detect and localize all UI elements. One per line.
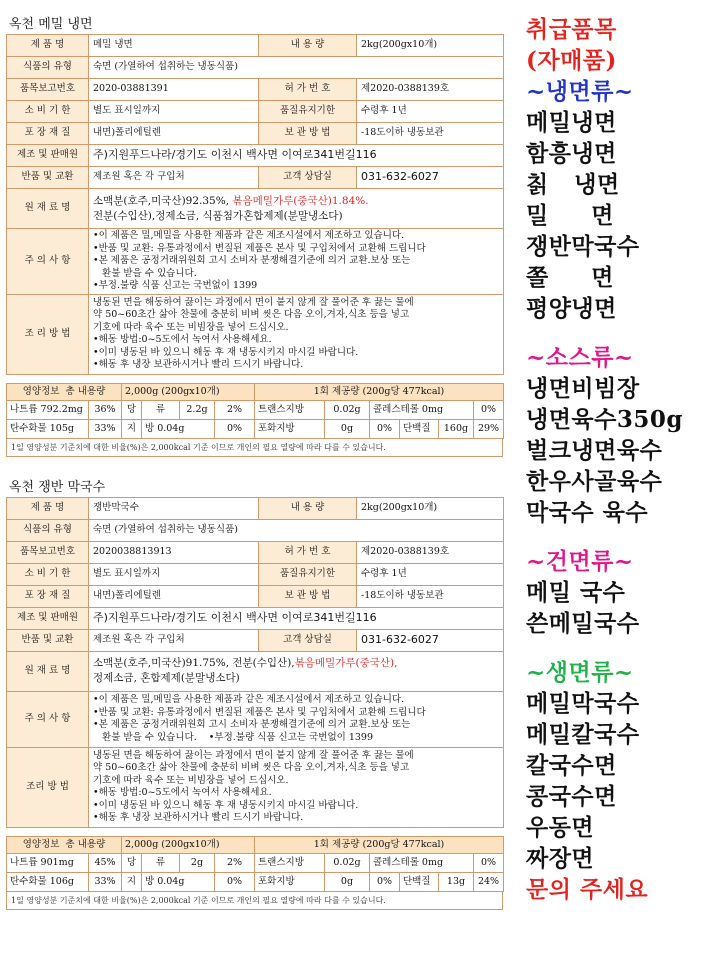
- quality-value: 수령후 1년: [357, 101, 504, 123]
- name-value: 메밀 냉면: [89, 35, 259, 57]
- ingredient-main: 소맥분(호주,미국산)91.75%, 전분(수입산),: [93, 657, 295, 669]
- product-spec-table: [6, 497, 504, 828]
- lineup-item: 막국수 육수: [526, 499, 649, 526]
- quality-label: 품질유지기한: [259, 563, 357, 585]
- expiry-label: 소 비 기 한: [7, 101, 89, 123]
- type-value: 숙면 (가열하여 섭취하는 냉동식품): [89, 519, 504, 541]
- sodium-label: 나트륨 901mg: [7, 853, 89, 872]
- lineup-item: 메밀막국수: [526, 690, 640, 717]
- cook-line: •해동 후 냉장 보관하시거나 빨리 드시기 바랍니다.: [93, 812, 304, 823]
- cook-line: 냉동된 면을 해동하여 끓이는 과정에서 면이 붙지 않게 잘 풀어준 후 끓는 물에: [93, 749, 414, 761]
- lineup-item: 밀 면: [526, 202, 614, 229]
- sodium-pct: 45%: [89, 853, 122, 872]
- maker-value: 주)지원푸드나라/경기도 이천시 백사면 이여로341번길116: [89, 607, 504, 629]
- maker-value: 주)지원푸드나라/경기도 이천시 백사면 이여로341번길116: [89, 145, 504, 167]
- lineup-item: 칡 냉면: [526, 171, 620, 198]
- fat-label-a: 지: [122, 419, 142, 438]
- quality-value: 수령후 1년: [357, 563, 504, 585]
- pack-label: 포 장 재 질: [7, 123, 89, 145]
- lineup-item: 평양냉면: [526, 295, 617, 322]
- caution-value: [89, 229, 504, 295]
- trans-fat-label: 트랜스지방: [255, 853, 325, 872]
- protein-pct: 24%: [474, 872, 504, 891]
- nutrition-heading: 영양정보 총 내용량: [7, 836, 122, 853]
- lineup-item: 벌크냉면육수: [526, 437, 663, 464]
- license-label: 허 가 번 호: [259, 79, 357, 101]
- cook-line: •이미 냉동된 바 있으니 해동 후 재 냉동시키지 마시길 바랍니다.: [93, 799, 359, 811]
- product-spec-table: [6, 34, 504, 375]
- sugar-pct: 2%: [215, 400, 255, 419]
- nutrition-footnote: 1일 영양성분 기준치에 대한 비율(%)은 2,000kcal 기준 이므로 개인의 필요 열량에 따라 다를 수 있습니다.: [6, 892, 503, 910]
- ingredient-value: [89, 651, 504, 691]
- sat-fat-value: 0g: [325, 419, 370, 438]
- cook-line: 약 50~60초간 삶아 찬물에 충분히 비벼 씻은 다음 오이,겨자,식초 등을 넣고: [93, 309, 410, 320]
- carb-pct: 33%: [89, 872, 122, 891]
- license-label: 허 가 번 호: [259, 541, 357, 563]
- ingredient-label: 원 재 료 명: [7, 651, 89, 691]
- cholesterol-pct: 0%: [474, 400, 504, 419]
- fat-value: 방 0.04g: [142, 419, 215, 438]
- cook-line: •해동 후 냉장 보관하시거나 빨리 드시기 바랍니다.: [93, 359, 304, 370]
- contact-prompt: 문의 주세요: [526, 876, 649, 903]
- lineup-item: 쟁반막국수: [526, 233, 640, 260]
- caution-line: •부정.불량 식품 신고는 국번없이 1399: [93, 280, 258, 291]
- trans-fat-value: 0.02g: [325, 853, 370, 872]
- lineup-item: 냉면육수350g: [526, 406, 683, 433]
- ingredient-main: 소맥분(호주,미국산)92.35%,: [93, 194, 233, 207]
- cook-line: •이미 냉동된 바 있으니 해동 후 재 냉동시키지 마시길 바랍니다.: [93, 346, 359, 358]
- name-label: 제 품 명: [7, 497, 89, 519]
- report-value: 2020-03881391: [89, 79, 259, 101]
- sugar-label-b: 류: [142, 853, 180, 872]
- cook-value: [89, 747, 504, 827]
- lineup-item: 쓴메밀국수: [526, 610, 640, 637]
- lineup-item: 한우사골육수: [526, 468, 663, 495]
- report-value: 2020038813913: [89, 541, 259, 563]
- exchange-value: 제조원 혹은 각 구입처: [89, 167, 259, 189]
- cook-line: •해동 방법:0~5도에서 녹여서 사용해세요.: [93, 787, 272, 798]
- nutrition-footnote: 1일 영양성분 기준치에 대한 비율(%)은 2,000kcal 기준 이므로 개인의 필요 열량에 따라 다를 수 있습니다.: [6, 439, 503, 457]
- lineup-subheading: (자매품): [526, 47, 617, 74]
- caution-line: •이 제품은 밀,메밀을 사용한 제품과 같은 제조시설에서 제조하고 있습니다.: [93, 694, 405, 705]
- cook-line: 기호에 따라 육수 또는 비빔장을 넣어 드십시오.: [93, 321, 289, 333]
- lineup-item: 콩국수면: [526, 783, 617, 810]
- protein-label: 단백질: [400, 419, 439, 438]
- caution-line: 환불 받을 수 있습니다. •부정.불량 식품 신고는 국번없이 1399: [93, 731, 373, 743]
- cook-line: •해동 방법:0~5도에서 녹여서 사용해세요.: [93, 334, 272, 345]
- protein-value: 13g: [439, 872, 474, 891]
- lineup-heading: 취급품목: [526, 16, 617, 43]
- caution-label: 주 의 사 항: [7, 691, 89, 747]
- ingredient-highlight: 볶음메밀가루(중국산)1.84%.: [232, 194, 369, 207]
- nutrition-table: [6, 383, 504, 439]
- sugar-value: 2.2g: [180, 400, 215, 419]
- cook-line: 기호에 따라 육수 또는 비빔장을 넣어 드십시오.: [93, 774, 289, 786]
- storage-label: 보 관 방 법: [259, 123, 357, 145]
- category-noodle: ~냉면류~: [526, 78, 634, 105]
- cholesterol-label: 콜레스테롤 0mg: [370, 400, 474, 419]
- sugar-pct: 2%: [215, 853, 255, 872]
- ingredient-rest: 전분(수입산),정제소금, 식품첨가혼합제제(분말냉소다): [93, 209, 343, 222]
- caution-line: •본 제품은 공정거래위원회 고시 소비자 분쟁해결기준에 의거 교환.보상 또는: [93, 719, 411, 730]
- caution-value: [89, 691, 504, 747]
- license-value: 제2020-0388139호: [357, 541, 504, 563]
- nutrition-total: 2,000g (200gx10개): [122, 836, 255, 853]
- sugar-value: 2g: [180, 853, 215, 872]
- name-value: 쟁반막국수: [89, 497, 259, 519]
- caution-line: •본 제품은 공정거래위원회 고시 소비자 분쟁해결기준에 의거 교환.보상 또는: [93, 255, 411, 266]
- fat-pct: 0%: [215, 419, 255, 438]
- storage-value: -18도이하 냉동보관: [357, 123, 504, 145]
- sat-fat-pct: 0%: [370, 872, 400, 891]
- nutrition-total: 2,000g (200gx10개): [122, 383, 255, 400]
- expiry-value: 별도 표시일까지: [89, 563, 259, 585]
- cs-label: 고객 상담실: [259, 167, 357, 189]
- sat-fat-value: 0g: [325, 872, 370, 891]
- cs-label: 고객 상담실: [259, 629, 357, 651]
- product-title: 옥천 메밀 냉면: [9, 17, 93, 32]
- nutrition-serving: 1회 제공량 (200g당 477kcal): [255, 383, 504, 400]
- content-value: 2kg(200gx10개): [357, 497, 504, 519]
- cs-value: 031-632-6027: [357, 629, 504, 651]
- license-value: 제2020-0388139호: [357, 79, 504, 101]
- name-label: 제 품 명: [7, 35, 89, 57]
- ingredient-rest: 정제소금, 혼합제제(분말냉소다): [93, 672, 240, 684]
- report-label: 품목보고번호: [7, 79, 89, 101]
- lineup-item: 함흥냉면: [526, 140, 617, 167]
- pack-label: 포 장 재 질: [7, 585, 89, 607]
- type-value: 숙면 (가열하여 섭취하는 냉동식품): [89, 57, 504, 79]
- trans-fat-label: 트랜스지방: [255, 400, 325, 419]
- cholesterol-label: 콜레스테롤 0mg: [370, 853, 474, 872]
- ingredient-value: [89, 189, 504, 229]
- sodium-pct: 36%: [89, 400, 122, 419]
- caution-line: •이 제품은 밀,메밀을 사용한 제품과 같은 제조시설에서 제조하고 있습니다.: [93, 230, 405, 241]
- storage-value: -18도이하 냉동보관: [357, 585, 504, 607]
- cs-value: 031-632-6027: [357, 167, 504, 189]
- fat-label-a: 지: [122, 872, 142, 891]
- report-label: 품목보고번호: [7, 541, 89, 563]
- lineup-item: 메밀칼국수: [526, 721, 640, 748]
- sugar-label-a: 당: [122, 853, 142, 872]
- protein-pct: 29%: [474, 419, 504, 438]
- sat-fat-pct: 0%: [370, 419, 400, 438]
- cook-label: 조 리 방 법: [7, 294, 89, 374]
- caution-line: •반품 및 교환: 유통과정에서 변질된 제품은 본사 및 구입처에서 교환해 드립니다: [93, 242, 426, 254]
- type-label: 식품의 유형: [7, 57, 89, 79]
- carb-label: 탄수화물 106g: [7, 872, 89, 891]
- fat-value: 방 0.04g: [142, 872, 215, 891]
- exchange-label: 반품 및 교환: [7, 167, 89, 189]
- product-sheets: [6, 0, 511, 910]
- exchange-value: 제조원 혹은 각 구입처: [89, 629, 259, 651]
- cook-label: 조리 방 법: [7, 747, 89, 827]
- content-value: 2kg(200gx10개): [357, 35, 504, 57]
- sugar-label-b: 류: [142, 400, 180, 419]
- content-label: 내 용 량: [259, 497, 357, 519]
- exchange-label: 반품 및 교환: [7, 629, 89, 651]
- lineup-item: 메밀 국수: [526, 579, 626, 606]
- lineup-item: 칼국수면: [526, 752, 617, 779]
- ingredient-highlight: 볶음메밀가루(중국산),: [294, 657, 398, 669]
- carb-label: 탄수화물 105g: [7, 419, 89, 438]
- fat-pct: 0%: [215, 872, 255, 891]
- product-lineup: [526, 0, 720, 905]
- product-title: 옥천 쟁반 막국수: [9, 479, 106, 495]
- protein-value: 160g: [439, 419, 474, 438]
- expiry-value: 별도 표시일까지: [89, 101, 259, 123]
- sat-fat-label: 포화지방: [255, 419, 325, 438]
- maker-label: 제조 및 판매원: [7, 607, 89, 629]
- carb-pct: 33%: [89, 419, 122, 438]
- cook-value: [89, 294, 504, 374]
- cholesterol-pct: 0%: [474, 853, 504, 872]
- ingredient-label: 원 재 료 명: [7, 189, 89, 229]
- lineup-item: 짜장면: [526, 845, 595, 872]
- nutrition-serving: 1회 제공량 (200g당 477kcal): [255, 836, 504, 853]
- lineup-item: 냉면비빔장: [526, 375, 640, 402]
- maker-label: 제조 및 판매원: [7, 145, 89, 167]
- protein-label: 단백질: [400, 872, 439, 891]
- quality-label: 품질유지기한: [259, 101, 357, 123]
- cook-line: 약 50~60초간 삶아 찬물에 충분히 비벼 씻은 다음 오이,겨자,식초 등을 넣고: [93, 762, 410, 773]
- caution-line: 환불 받을 수 있습니다.: [93, 267, 197, 279]
- content-label: 내 용 량: [259, 35, 357, 57]
- trans-fat-value: 0.02g: [325, 400, 370, 419]
- pack-value: 내면)폴리에틸렌: [89, 123, 259, 145]
- sugar-label-a: 당: [122, 400, 142, 419]
- type-label: 식품의 유형: [7, 519, 89, 541]
- category-sauce: ~소스류~: [526, 344, 634, 371]
- storage-label: 보 관 방 법: [259, 585, 357, 607]
- lineup-item: 쫄 면: [526, 264, 614, 291]
- pack-value: 내면)폴리에틸렌: [89, 585, 259, 607]
- lineup-item: 메밀냉면: [526, 109, 617, 136]
- sat-fat-label: 포화지방: [255, 872, 325, 891]
- nutrition-heading: 영양정보 총 내용량: [7, 383, 122, 400]
- category-fresh-noodle: ~생면류~: [526, 659, 634, 686]
- nutrition-table: [6, 836, 504, 892]
- sodium-label: 나트륨 792.2mg: [7, 400, 89, 419]
- category-dry-noodle: ~건면류~: [526, 548, 634, 575]
- cook-line: 냉동된 면을 해동하여 끓이는 과정에서 면이 붙지 않게 잘 풀어준 후 끓는 물에: [93, 296, 414, 308]
- caution-label: 주 의 사 항: [7, 229, 89, 295]
- expiry-label: 소 비 기 한: [7, 563, 89, 585]
- caution-line: •반품 및 교환: 유통과정에서 변질된 제품은 본사 및 구입처에서 교환해 드립니다: [93, 706, 426, 718]
- lineup-item: 우동면: [526, 814, 595, 841]
